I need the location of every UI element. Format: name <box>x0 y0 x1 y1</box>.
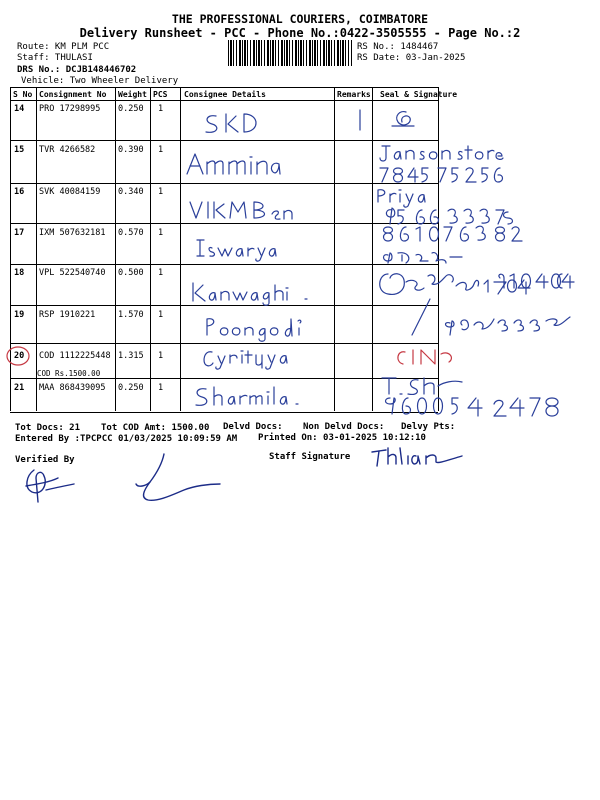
seal-signature-handwriting <box>378 374 468 396</box>
row-divider <box>10 264 438 265</box>
row-sno: 19 <box>14 310 25 320</box>
col-divider <box>334 87 335 411</box>
col-divider <box>115 87 116 411</box>
row-consignment: IXM 507632181 <box>39 228 106 238</box>
col-divider <box>372 87 373 411</box>
row-consignment: PRO 17298995 <box>39 104 101 114</box>
row-pcs: 1 <box>158 351 164 361</box>
row-sno: 15 <box>14 145 25 155</box>
row-consignment: VPL 522540740 <box>39 268 106 278</box>
row-weight: 0.250 <box>118 104 144 114</box>
staff-signature-label: Staff Signature <box>269 452 351 462</box>
row-sno: 20 <box>14 351 25 361</box>
row-pcs: 1 <box>158 310 164 320</box>
row-sno: 14 <box>14 104 25 114</box>
col-divider <box>180 87 181 411</box>
rs-number: RS No.: 1484467 <box>357 42 439 52</box>
row-weight: 0.390 <box>118 145 144 155</box>
col-header-seal: Seal & Signature <box>380 90 458 99</box>
consignee-handwriting <box>192 383 308 409</box>
row-weight: 0.250 <box>118 383 144 393</box>
entered-by: Entered By :TPCPCC 01/03/2025 10:09:59 AM <box>15 434 238 444</box>
staff-signature <box>368 446 472 468</box>
col-divider <box>150 87 151 411</box>
row-divider <box>10 343 438 344</box>
row-consignment: SVK 40084159 <box>39 187 101 197</box>
col-divider <box>36 87 37 411</box>
printed-on: Printed On: 03-01-2025 10:12:10 <box>258 433 426 443</box>
row-pcs: 1 <box>158 104 164 114</box>
row-consignment: COD 1112225448 <box>39 351 111 361</box>
drs-number: DRS No.: DCJB148446702 <box>17 65 137 75</box>
row-pcs: 1 <box>158 268 164 278</box>
consignee-handwriting <box>200 346 296 370</box>
seal-signature-handwriting <box>380 394 570 422</box>
row-consignment: TVR 4266582 <box>39 145 96 155</box>
non-delivered-docs: Non Delvd Docs: <box>303 422 385 432</box>
rs-date: RS Date: 03-Jan-2025 <box>357 53 466 63</box>
barcode <box>228 40 352 66</box>
row-divider <box>10 378 438 379</box>
seal-signature-mark <box>391 346 467 368</box>
row-pcs: 1 <box>158 187 164 197</box>
staff-label: Staff: THULASI <box>17 53 93 63</box>
col-header-weight: Weight <box>118 90 147 99</box>
row-pcs: 1 <box>158 383 164 393</box>
seal-signature-handwriting <box>404 295 584 343</box>
circled-mark <box>5 345 33 367</box>
consignee-handwriting <box>183 148 283 182</box>
row-sno: 21 <box>14 383 25 393</box>
col-header-remarks: Remarks <box>337 90 371 99</box>
route-label: Route: KM PLM PCC <box>17 42 110 52</box>
row-weight: 0.340 <box>118 187 144 197</box>
verifier-signature <box>22 462 82 506</box>
row-consignment: MAA 868439095 <box>39 383 106 393</box>
seal-signature-handwriting <box>494 268 574 292</box>
consignee-handwriting <box>196 234 278 260</box>
row-weight: 0.570 <box>118 228 144 238</box>
consignee-handwriting <box>200 108 270 136</box>
row-divider <box>10 183 438 184</box>
seal-signature-handwriting <box>378 223 528 269</box>
consignee-handwriting <box>189 277 319 305</box>
delivered-docs: Delvd Docs: <box>223 422 283 432</box>
company-title: THE PROFESSIONAL COURIERS, COIMBATORE <box>171 12 429 26</box>
row-divider <box>10 305 438 306</box>
col-header-consignee: Consignee Details <box>184 90 266 99</box>
total-docs: Tot Docs: 21 <box>15 423 81 433</box>
verified-by-label: Verified By <box>15 455 75 465</box>
row-pcs: 1 <box>158 145 164 155</box>
row-weight: 0.500 <box>118 268 144 278</box>
row-consignment: RSP 1910221 <box>39 310 96 320</box>
col-header-sno: S No <box>13 90 33 99</box>
header-divider <box>10 100 438 101</box>
seal-signature-handwriting <box>376 140 506 186</box>
row-weight: 1.570 <box>118 310 144 320</box>
col-header-pcs: PCS <box>153 90 168 99</box>
runsheet-title: Delivery Runsheet - PCC - Phone No.:0422-3505555 - Page No.:2 <box>79 26 521 40</box>
row-pcs: 1 <box>158 228 164 238</box>
row-sno: 17 <box>14 228 25 238</box>
seal-signature-handwriting <box>372 186 512 226</box>
row-sno: 16 <box>14 187 25 197</box>
row-divider <box>10 140 438 141</box>
col-header-consignment: Consignment No <box>39 90 107 99</box>
second-signature <box>128 450 228 508</box>
row-weight: 1.315 <box>118 351 144 361</box>
delivery-points: Delvy Pts: <box>401 422 456 432</box>
consignee-handwriting <box>203 313 313 339</box>
row-sno: 18 <box>14 268 25 278</box>
cod-note: COD Rs.1500.00 <box>37 369 101 378</box>
consignee-handwriting <box>186 196 298 224</box>
seal-signature-mark <box>356 106 416 134</box>
vehicle-label: Vehicle: Two Wheeler Delivery <box>21 76 179 86</box>
total-cod-amount: Tot COD Amt: 1500.00 <box>101 423 210 433</box>
